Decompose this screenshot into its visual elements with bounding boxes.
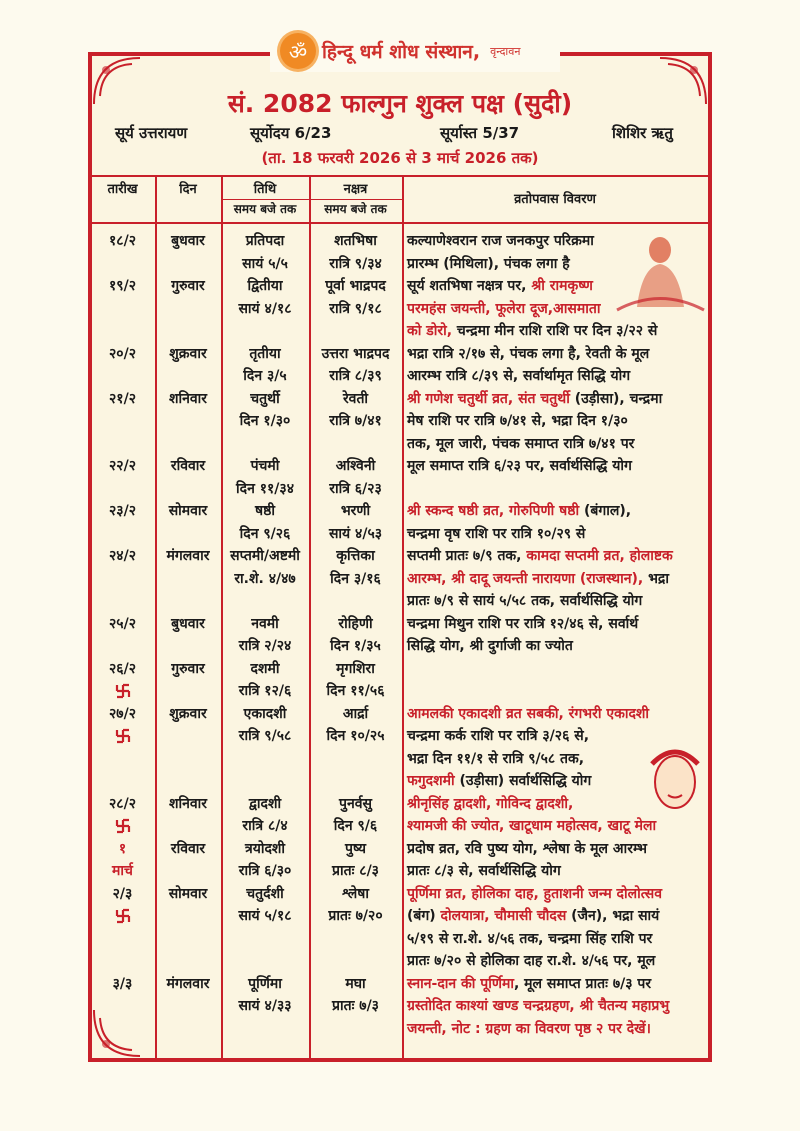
tithi-value: पूर्णिमा (248, 975, 282, 992)
details-line (407, 388, 707, 411)
row-tithi (221, 658, 309, 703)
details-text: (उड़ीसा) सर्वार्थसिद्धि योग (454, 773, 592, 789)
row-date (90, 455, 155, 478)
details-line (407, 860, 707, 883)
header-tithi-label: तिथि (253, 182, 277, 197)
season-label: शिशिर ऋतु (612, 124, 673, 142)
nakshatra-time: रात्रि ८/३९ (329, 368, 382, 384)
nakshatra-value: भरणी (340, 503, 371, 519)
row-details (407, 545, 707, 613)
row-nakshatra (309, 613, 402, 658)
details-line (407, 343, 707, 366)
day-value: बुधवार (171, 615, 205, 632)
nakshatra-time: रात्रि ७/४१ (329, 413, 382, 429)
row-tithi (221, 500, 309, 545)
nakshatra-value: उत्तरा भाद्रपद (321, 345, 390, 362)
festival-text: दोलयात्रा, चौमासी चौदस (440, 908, 567, 924)
details-line (407, 883, 707, 906)
row-day (155, 838, 221, 861)
details-line (407, 230, 707, 253)
row-date (90, 838, 155, 883)
row-nakshatra (309, 455, 402, 500)
details-line (407, 455, 707, 478)
details-line (407, 748, 707, 771)
date-value: १९/२ (109, 278, 136, 294)
om-icon: ॐ (280, 33, 316, 69)
nakshatra-time: प्रातः ७/३ (332, 998, 379, 1014)
details-line (407, 838, 707, 861)
column-divider (402, 176, 404, 1061)
details-line (407, 275, 707, 298)
org-name: हिन्दू धर्म शोध संस्थान, (322, 41, 481, 63)
row-tithi (221, 275, 309, 320)
date-value: २४/२ (109, 548, 136, 564)
tithi-value: चतुर्दशी (246, 885, 284, 902)
tithi-time: रात्रि १२/६ (238, 683, 292, 699)
festival-text: श्री रामकृष्ण (531, 278, 593, 294)
day-value: मंगलवार (166, 548, 210, 564)
row-date (90, 275, 155, 298)
row-tithi (221, 793, 309, 838)
details-text: सिद्धि योग, श्री दुर्गाजी का ज्योत (407, 638, 573, 654)
header-details: व्रतोपवास विवरण (514, 192, 596, 207)
row-details (407, 388, 707, 456)
details-line (407, 545, 707, 568)
row-day (155, 973, 221, 996)
nakshatra-time: रात्रि ६/२३ (329, 480, 382, 497)
header-nakshatra-sub: समय बजे तक (309, 199, 402, 219)
details-text: आरम्भ रात्रि ८/३९ से, सर्वार्थामृत सिद्धि योग (407, 368, 631, 384)
nakshatra-time: दिन ३/१६ (330, 570, 381, 587)
tithi-value: त्रयोदशी (244, 840, 286, 857)
nakshatra-value: कृत्तिका (336, 548, 375, 564)
tithi-value: तृतीया (249, 345, 281, 362)
row-date (90, 703, 155, 745)
details-line (407, 500, 707, 523)
tithi-value: सप्तमी/अष्टमी (230, 548, 300, 564)
nakshatra-value: पुनर्वसु (339, 795, 372, 812)
details-text: चन्द्रमा वृष राशि पर रात्रि १०/२९ से (407, 525, 586, 542)
header-date: तारीख (107, 182, 138, 197)
month-value: मार्च (112, 863, 133, 879)
row-nakshatra (309, 883, 402, 928)
details-text: भद्रा (643, 570, 669, 587)
day-value: गुरुवार (171, 660, 205, 677)
details-line (407, 995, 707, 1018)
details-text: भद्रा रात्रि २/१७ से, पंचक लगा है, रेवती के मूल (407, 345, 650, 362)
row-details (407, 500, 707, 545)
day-value: मंगलवार (166, 975, 210, 992)
row-day (155, 883, 221, 906)
details-text: चन्द्रमा मिथुन राशि पर रात्रि १२/४६ से, सर्वार्थ (407, 615, 639, 632)
sunrise-label: सूर्योदय 6/23 (250, 124, 332, 142)
details-line (407, 815, 707, 838)
org-city: वृन्दावन (490, 44, 521, 58)
row-details (407, 883, 707, 973)
nakshatra-value: आर्द्रा (342, 705, 369, 722)
details-line (407, 613, 707, 636)
row-tithi (221, 613, 309, 658)
tithi-time: दिन ११/३४ (236, 480, 294, 497)
row-details (407, 973, 707, 1041)
row-day (155, 703, 221, 726)
details-text: , मूल समाप्त प्रातः ७/३ पर (513, 975, 652, 992)
tithi-time: सायं ५/१८ (238, 908, 292, 924)
row-day (155, 455, 221, 478)
nakshatra-value: शतभिषा (334, 233, 377, 249)
festival-text: श्री स्कन्द षष्ठी व्रत, गोरुपिणी षष्ठी (407, 503, 580, 519)
festival-text: कामदा सप्तमी व्रत, होलाष्टक (526, 548, 673, 564)
header-tithi-sub: समय बजे तक (221, 199, 309, 219)
row-date (90, 883, 155, 925)
row-date (90, 613, 155, 636)
date-value: २३/२ (109, 503, 136, 519)
festival-text: आमलकी एकादशी व्रत सबकी, रंगभरी एकादशी (407, 705, 650, 722)
festival-text: आरम्भ, श्री दादू जयन्ती नारायणा (राजस्थान), (407, 570, 644, 587)
details-line (407, 770, 707, 793)
day-value: सोमवार (168, 885, 208, 902)
nakshatra-time: दिन १०/२५ (326, 728, 385, 744)
date-value: २१/२ (109, 390, 136, 407)
row-day (155, 275, 221, 298)
row-date (90, 545, 155, 568)
row-date (90, 793, 155, 835)
row-tithi (221, 838, 309, 883)
row-day (155, 230, 221, 253)
row-details (407, 703, 707, 793)
row-nakshatra (309, 230, 402, 275)
row-tithi (221, 455, 309, 500)
date-value: ३/३ (112, 975, 133, 992)
details-line (407, 905, 707, 928)
details-text: (बंग) (407, 908, 441, 924)
tithi-value: द्वादशी (248, 795, 282, 812)
row-tithi (221, 703, 309, 748)
tithi-time: रा.शे. ४/४७ (234, 570, 296, 587)
nakshatra-time: रात्रि ९/१८ (329, 300, 382, 317)
header-nakshatra (309, 180, 402, 219)
day-value: गुरुवार (171, 278, 205, 294)
row-day (155, 613, 221, 636)
nakshatra-time: रात्रि ९/३४ (329, 255, 382, 272)
row-tithi (221, 883, 309, 928)
row-day (155, 388, 221, 411)
nakshatra-time: दिन १/३५ (330, 638, 381, 654)
details-line (407, 950, 707, 973)
details-text: मूल समाप्त रात्रि ६/२३ पर, सर्वार्थसिद्धि योग (407, 458, 632, 474)
date-value: २/३ (112, 885, 133, 902)
swastik-icon (115, 728, 131, 744)
details-line (407, 433, 707, 456)
day-value: शनिवार (168, 795, 208, 812)
details-line (407, 1018, 707, 1041)
row-nakshatra (309, 658, 402, 703)
header-nakshatra-label: नक्षत्र (343, 182, 368, 197)
row-nakshatra (309, 703, 402, 748)
row-tithi (221, 388, 309, 433)
surya-label: सूर्य उत्तरायण (115, 124, 188, 142)
details-line (407, 298, 707, 321)
date-value: २५/२ (109, 615, 136, 632)
nakshatra-value: पुष्य (344, 840, 367, 857)
details-text: (जैन), भद्रा सायं (566, 908, 660, 924)
details-line (407, 973, 707, 996)
details-text: कल्याणेश्वरान राज जनकपुर परिक्रमा (407, 233, 594, 249)
tithi-value: पंचमी (250, 458, 280, 474)
tithi-time: सायं ५/५ (242, 255, 288, 272)
tithi-value: दशमी (250, 660, 280, 677)
day-value: सोमवार (168, 503, 208, 519)
row-details (407, 793, 707, 838)
tithi-time: रात्रि ६/३० (238, 863, 292, 879)
row-tithi (221, 343, 309, 388)
swastik-icon (115, 818, 131, 834)
tithi-time: रात्रि ९/५८ (238, 728, 292, 744)
details-text: चन्द्रमा कर्क राशि पर रात्रि ३/२६ से, (407, 728, 590, 744)
details-text: प्रातः ७/९ से सायं ५/५८ तक, सर्वार्थसिद्धि योग (407, 593, 643, 609)
details-line (407, 410, 707, 433)
corner-ornament-icon (92, 1008, 142, 1058)
nakshatra-time: सायं ४/५३ (328, 525, 383, 542)
header-day: दिन (179, 182, 197, 197)
tithi-time: रात्रि ८/४ (242, 818, 288, 834)
day-value: बुधवार (171, 233, 205, 249)
tithi-value: चतुर्थी (250, 390, 280, 407)
row-date (90, 973, 155, 996)
nakshatra-value: रोहिणी (338, 615, 373, 632)
details-line (407, 523, 707, 546)
tithi-value: नवमी (251, 615, 279, 632)
nakshatra-time: दिन ९/६ (333, 818, 378, 834)
nakshatra-value: अश्विनी (335, 458, 376, 474)
row-date (90, 658, 155, 700)
sunset-label: सूर्यास्त 5/37 (440, 124, 520, 142)
details-text: भद्रा दिन ११/१ से रात्रि ९/५८ तक, (407, 750, 585, 767)
details-line (407, 365, 707, 388)
table-header-border (88, 222, 712, 224)
row-nakshatra (309, 388, 402, 433)
nakshatra-time: दिन ११/५६ (326, 683, 385, 699)
row-date (90, 343, 155, 366)
row-day (155, 500, 221, 523)
festival-text: परमहंस जयन्ती, फूलेरा दूज,आसमाता (407, 300, 601, 317)
details-line (407, 590, 707, 613)
details-text: प्रातः ७/२० से होलिका दाह रा.शे. ४/५६ पर, मूल (407, 953, 656, 969)
row-details (407, 455, 707, 478)
row-day (155, 658, 221, 681)
festival-text: फगुदशमी (407, 773, 455, 789)
nakshatra-value: मृगशिरा (336, 660, 375, 677)
nakshatra-value: रेवती (342, 390, 369, 407)
details-text: चन्द्रमा मीन राशि राशि पर दिन ३/२२ से (456, 323, 658, 339)
date-value: १ (118, 840, 127, 857)
row-day (155, 545, 221, 568)
details-text: तक, मूल जारी, पंचक समाप्त रात्रि ७/४१ पर (407, 435, 635, 452)
swastik-icon (115, 908, 131, 924)
row-nakshatra (309, 838, 402, 883)
details-text: ५/१९ से रा.शे. ४/५६ तक, चन्द्रमा सिंह राशि पर (407, 930, 653, 947)
nakshatra-time: प्रातः ७/२० (328, 908, 383, 924)
row-nakshatra (309, 973, 402, 1018)
row-date (90, 388, 155, 411)
details-text: प्रारम्भ (मिथिला), पंचक लगा है (407, 255, 570, 272)
tithi-time: दिन ३/५ (243, 368, 287, 384)
row-nakshatra (309, 500, 402, 545)
tithi-time: सायं ४/१८ (238, 300, 292, 317)
row-nakshatra (309, 545, 402, 590)
nakshatra-value: पूर्वा भाद्रपद (325, 278, 386, 294)
row-day (155, 343, 221, 366)
row-details (407, 343, 707, 388)
row-tithi (221, 973, 309, 1018)
date-value: १८/२ (109, 233, 136, 249)
row-tithi (221, 545, 309, 590)
festival-text: श्यामजी की ज्योत, खाटूधाम महोत्सव, खाटू मेला (407, 818, 657, 834)
festival-text: पूर्णिमा व्रत, होलिका दाह, हुताशनी जन्म दोलोत्सव (407, 885, 662, 902)
details-text: प्रातः ८/३ से, सर्वार्थसिद्धि योग (407, 863, 561, 879)
details-text: सप्तमी प्रातः ७/९ तक, (407, 548, 527, 564)
tithi-time: रात्रि २/२४ (238, 638, 292, 654)
details-text: मेष राशि पर रात्रि ७/४१ से, भद्रा दिन १/३० (407, 413, 628, 429)
date-value: २८/२ (109, 795, 136, 812)
row-details (407, 275, 707, 343)
festival-text: को डोरो, (407, 323, 457, 339)
nakshatra-time: प्रातः ८/३ (332, 863, 379, 879)
tithi-value: प्रतिपदा (245, 233, 285, 249)
date-value: २७/२ (109, 705, 136, 722)
details-text: (बंगाल), (579, 503, 632, 519)
festival-text: स्नान-दान की पूर्णिमा (407, 975, 514, 992)
details-text: (उड़ीसा), चन्द्रमा (569, 390, 663, 407)
row-nakshatra (309, 793, 402, 838)
tithi-value: द्वितीया (247, 278, 283, 294)
nakshatra-value: मघा (345, 975, 366, 992)
page-title: सं. 2082 फाल्गुन शुक्ल पक्ष (सुदी) (227, 89, 573, 118)
date-range: (ता. 18 फरवरी 2026 से 3 मार्च 2026 तक) (261, 149, 539, 167)
festival-text: ग्रस्तोदित काश्यां खण्ड चन्द्रग्रहण, श्री चैतन्य महाप्रभु (407, 998, 670, 1014)
header-tithi (221, 180, 309, 219)
details-line (407, 928, 707, 951)
table-top-border (88, 175, 712, 177)
tithi-time: सायं ४/३३ (238, 998, 292, 1014)
date-value: २६/२ (109, 660, 136, 677)
day-value: रविवार (170, 840, 206, 857)
festival-text: जयन्ती, नोट : ग्रहण का विवरण पृष्ठ २ पर देखें। (407, 1020, 651, 1037)
row-details (407, 838, 707, 883)
festival-text: श्रीनृसिंह द्वादशी, गोविन्द द्वादशी, (407, 795, 574, 812)
row-nakshatra (309, 275, 402, 320)
details-text: प्रदोष व्रत, रवि पुष्य योग, श्लेषा के मूल आरम्भ (407, 840, 647, 857)
row-tithi (221, 230, 309, 275)
tithi-time: दिन ९/२६ (239, 525, 291, 542)
row-nakshatra (309, 343, 402, 388)
row-date (90, 500, 155, 523)
day-value: शुक्रवार (169, 345, 207, 362)
swastik-icon (115, 683, 131, 699)
details-line (407, 635, 707, 658)
nakshatra-value: श्लेषा (342, 885, 369, 902)
details-line (407, 568, 707, 591)
org-logo (270, 30, 560, 72)
details-line (407, 725, 707, 748)
day-value: रविवार (170, 458, 206, 474)
row-details (407, 230, 707, 275)
tithi-value: षष्ठी (255, 503, 275, 519)
details-line (407, 320, 707, 343)
details-line (407, 793, 707, 816)
row-details (407, 613, 707, 658)
tithi-value: एकादशी (243, 705, 287, 722)
row-day (155, 793, 221, 816)
date-value: २२/२ (109, 458, 136, 474)
row-date (90, 230, 155, 253)
day-value: शुक्रवार (169, 705, 207, 722)
details-line (407, 253, 707, 276)
date-value: २०/२ (109, 345, 136, 362)
details-text: सूर्य शतभिषा नक्षत्र पर, (407, 278, 532, 294)
details-line (407, 703, 707, 726)
festival-text: श्री गणेश चतुर्थी व्रत, संत चतुर्थी (407, 390, 570, 407)
day-value: शनिवार (168, 390, 208, 407)
tithi-time: दिन १/३० (239, 413, 291, 429)
